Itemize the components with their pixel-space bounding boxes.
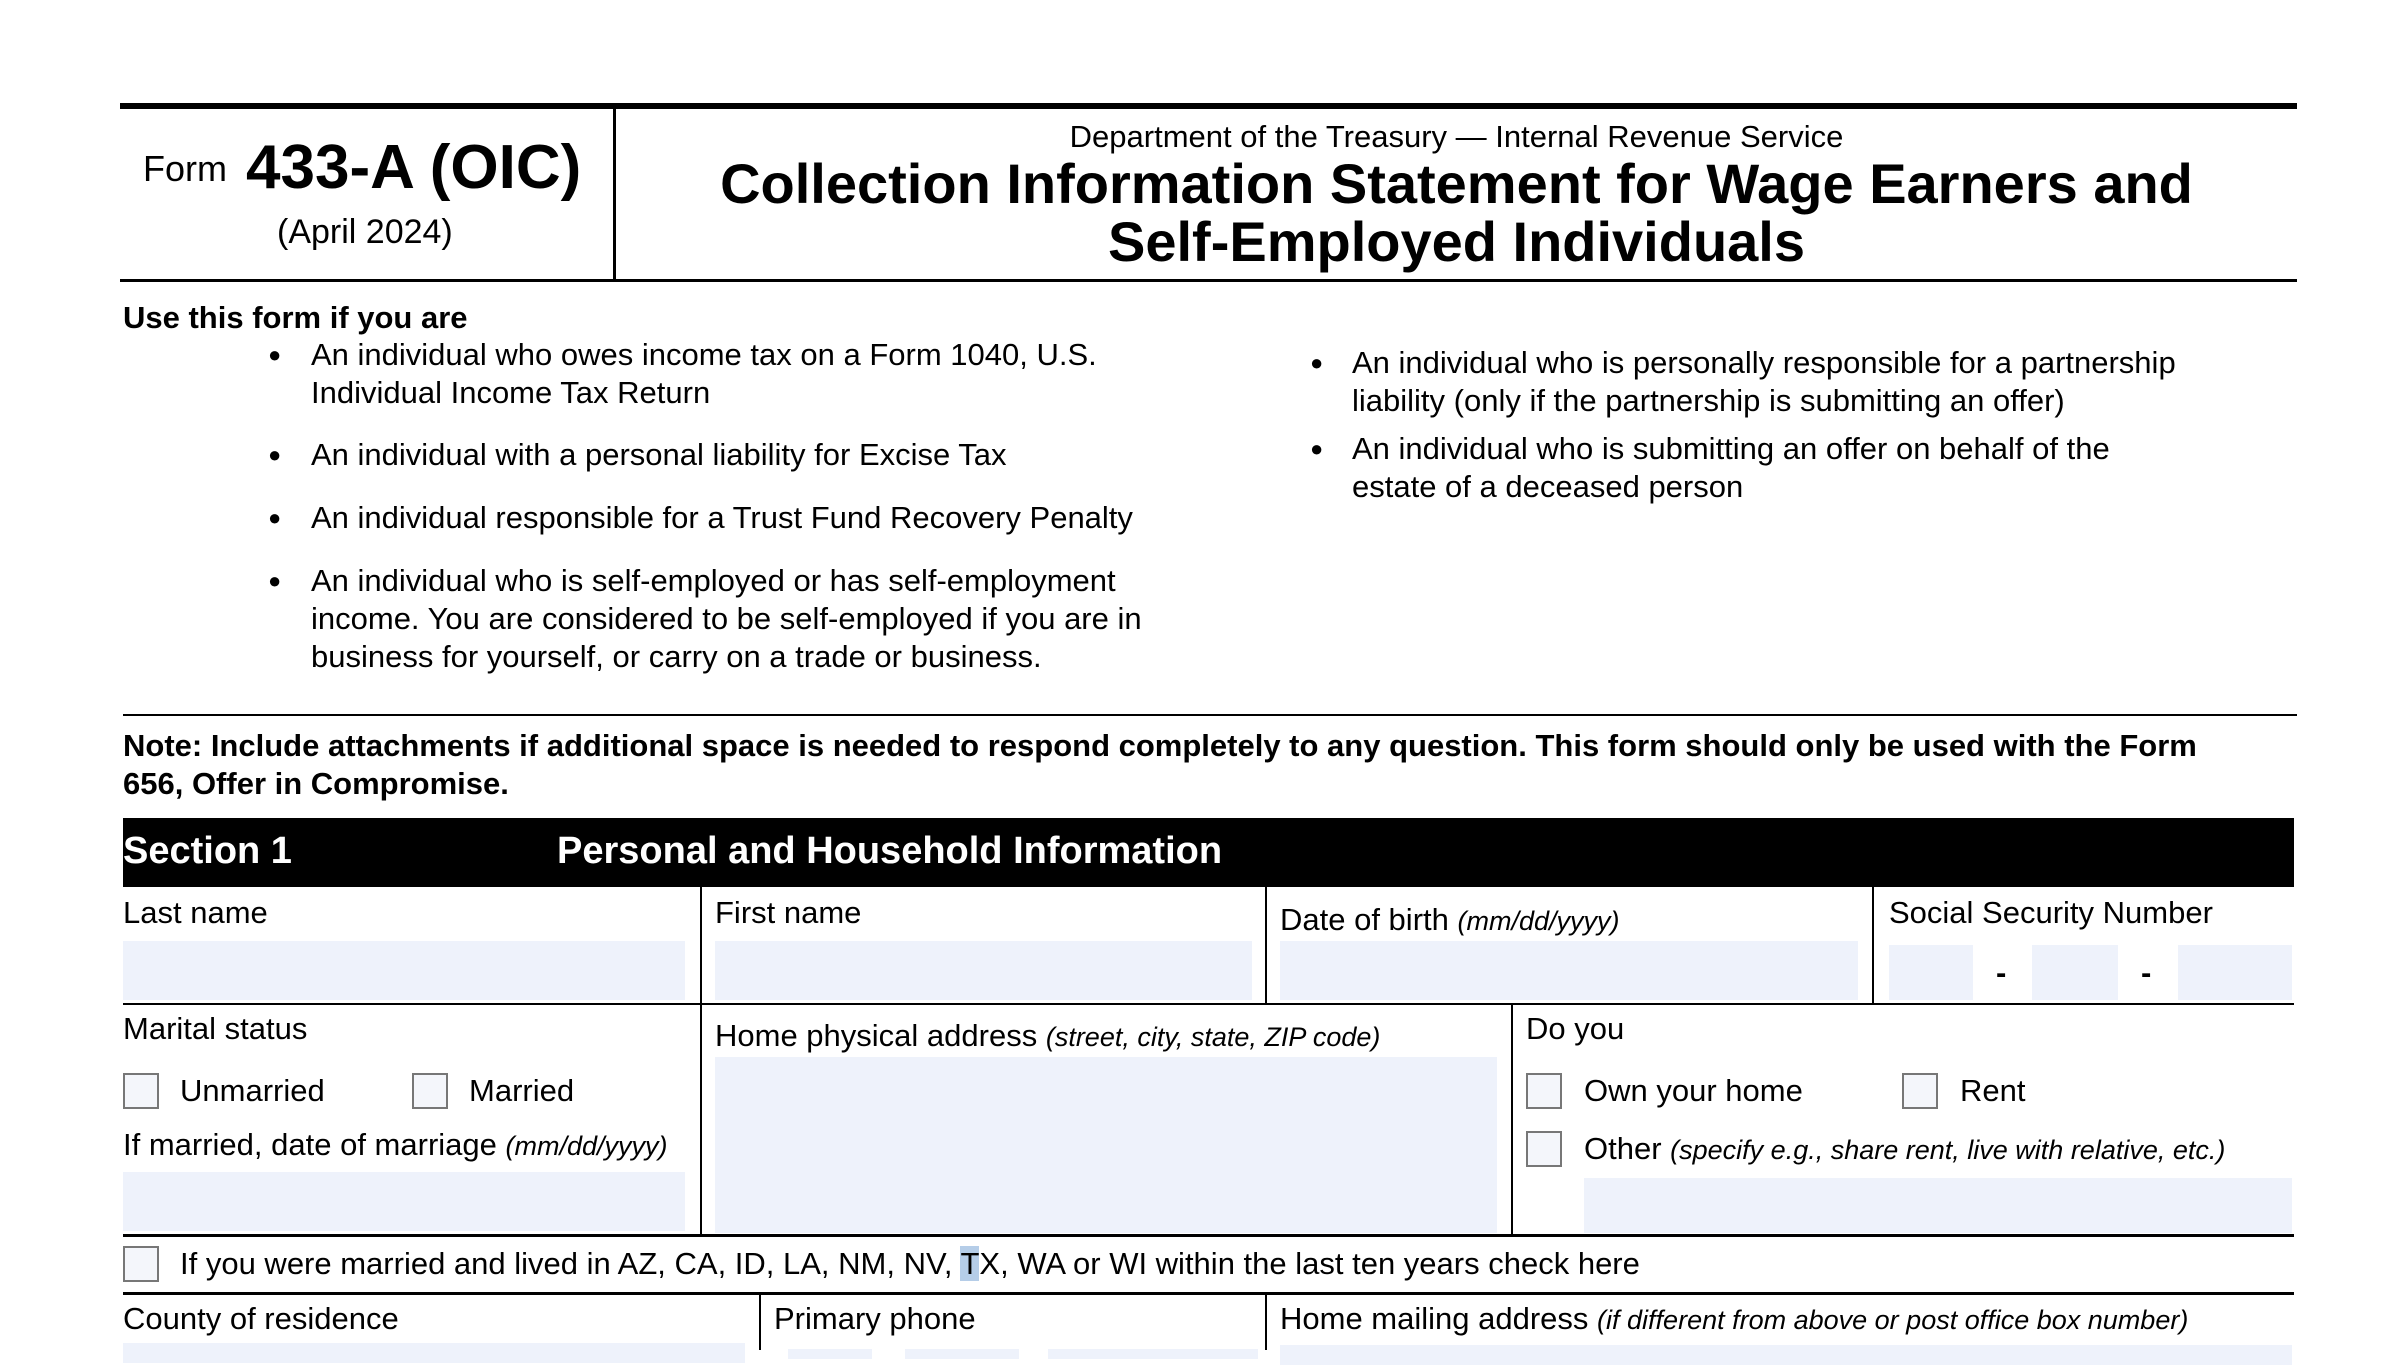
phone-prefix-input[interactable]: [905, 1349, 1019, 1359]
home-address-label: [715, 1018, 1380, 1054]
bullet-icon: ●: [268, 442, 282, 467]
community-text: If you were married and lived in AZ, CA, ID, LA, NM, NV,: [180, 1246, 961, 1281]
dob-text: Date of birth: [1280, 902, 1449, 937]
title-line-1: Collection Information Statement for Wage Earners and: [720, 152, 2193, 215]
bullet-text: business for yourself, or carry on a trade or business.: [311, 639, 1042, 674]
row-rule: [123, 1292, 2294, 1295]
bullet-icon: ●: [1310, 350, 1324, 375]
home-address-hint: (street, city, state, ZIP code): [1045, 1022, 1381, 1052]
phone-area-input[interactable]: [788, 1349, 872, 1359]
bullet-icon: ●: [1310, 436, 1324, 461]
own-home-checkbox[interactable]: [1526, 1073, 1562, 1109]
ssn-separator: -: [1996, 955, 2007, 990]
marital-label: Marital status: [123, 1011, 308, 1046]
col-divider: [1265, 1294, 1267, 1350]
dob-hint: (mm/dd/yyyy): [1457, 906, 1620, 936]
other-input[interactable]: [1584, 1178, 2292, 1233]
ssn-separator: -: [2141, 955, 2152, 990]
bullet-text: An individual responsible for a Trust Fund Recovery Penalty: [311, 500, 1133, 535]
col-divider: [1872, 887, 1874, 1004]
ssn-label: Social Security Number: [1889, 895, 2213, 930]
dob-input[interactable]: [1280, 941, 1858, 1000]
home-address-text: Home physical address: [715, 1018, 1038, 1053]
bullet-text: income. You are considered to be self-employed if you are in: [311, 601, 1142, 636]
married-checkbox[interactable]: [412, 1073, 448, 1109]
mailing-hint: (if different from above or post office box number): [1597, 1305, 2189, 1335]
top-rule: [120, 103, 2297, 109]
bullet-text: Individual Income Tax Return: [311, 375, 711, 410]
form-number: 433-A (OIC): [246, 133, 582, 202]
bullet-text: An individual who is submitting an offer on behalf of the: [1352, 431, 2110, 466]
other-hint: (specify e.g., share rent, live with relative, etc.): [1670, 1135, 2226, 1165]
unmarried-checkbox[interactable]: [123, 1073, 159, 1109]
own-home-label: Own your home: [1584, 1073, 1803, 1108]
marriage-date-label: [123, 1127, 668, 1163]
community-property-checkbox[interactable]: [123, 1246, 159, 1282]
marriage-date-hint: (mm/dd/yyyy): [505, 1131, 668, 1161]
dob-label: [1280, 902, 1620, 938]
note-line-2: 656, Offer in Compromise.: [123, 766, 509, 801]
married-label: Married: [469, 1073, 575, 1108]
note-rule: [123, 714, 2297, 716]
marriage-date-text: If married, date of marriage: [123, 1127, 497, 1162]
bullet-text: estate of a deceased person: [1352, 469, 1744, 504]
first-name-label: First name: [715, 895, 862, 930]
rent-label: Rent: [1960, 1073, 2026, 1108]
ssn-part1-input[interactable]: [1889, 945, 1973, 1000]
bullet-icon: ●: [268, 568, 282, 593]
bullet-text: An individual who is self-employed or has self-employment: [311, 563, 1116, 598]
phone-line-input[interactable]: [1048, 1349, 1258, 1359]
bullet-text: liability (only if the partnership is submitting an offer): [1352, 383, 2065, 418]
last-name-label: Last name: [123, 895, 268, 930]
other-text: Other: [1584, 1131, 1662, 1166]
first-name-input[interactable]: [715, 941, 1252, 1000]
ssn-part3-input[interactable]: [2178, 945, 2292, 1000]
ssn-part2-input[interactable]: [2032, 945, 2118, 1000]
bullet-text: An individual with a personal liability for Excise Tax: [311, 437, 1007, 472]
form-prefix: Form: [143, 148, 227, 189]
bullet-icon: ●: [268, 505, 282, 530]
community-property-label: [180, 1246, 1640, 1282]
note-line-1: Note: Include attachments if additional space is needed to respond completely to any question. This form should only be used with the Form: [123, 728, 2197, 763]
do-you-label: Do you: [1526, 1011, 1625, 1046]
header-bottom-rule: [120, 279, 2297, 282]
marriage-date-input[interactable]: [123, 1172, 685, 1231]
form-title: [616, 152, 2297, 273]
home-address-input[interactable]: [715, 1057, 1497, 1233]
bullet-icon: ●: [268, 342, 282, 367]
rent-checkbox[interactable]: [1902, 1073, 1938, 1109]
form-date: (April 2024): [277, 213, 453, 251]
unmarried-label: Unmarried: [180, 1073, 325, 1108]
col-divider: [1511, 1004, 1513, 1235]
text-selection: T: [960, 1246, 980, 1281]
phone-label: Primary phone: [774, 1301, 976, 1336]
mailing-text: Home mailing address: [1280, 1301, 1589, 1336]
row-rule: [123, 1234, 2294, 1237]
department: Department of the Treasury — Internal Revenue Service: [1069, 119, 1844, 154]
col-divider: [700, 887, 702, 1235]
row-rule: [123, 1003, 2294, 1005]
section-number: Section 1: [123, 830, 292, 872]
bullet-text: An individual who owes income tax on a Form 1040, U.S.: [311, 337, 1097, 372]
note: [123, 727, 2197, 803]
other-label: [1584, 1131, 2225, 1167]
community-text: X, WA or WI within the last ten years check here: [979, 1246, 1640, 1281]
mailing-label: [1280, 1301, 2188, 1337]
county-input[interactable]: [123, 1343, 745, 1363]
col-divider: [1265, 887, 1267, 1004]
section-title: Personal and Household Information: [557, 830, 1223, 872]
bullet-text: An individual who is personally responsible for a partnership: [1352, 345, 2176, 380]
last-name-input[interactable]: [123, 941, 685, 1000]
county-label: County of residence: [123, 1301, 399, 1336]
mailing-input[interactable]: [1280, 1345, 2292, 1365]
other-checkbox[interactable]: [1526, 1131, 1562, 1167]
col-divider: [759, 1294, 761, 1350]
intro-heading: Use this form if you are: [123, 300, 468, 335]
title-line-2: Self-Employed Individuals: [1107, 210, 1806, 273]
